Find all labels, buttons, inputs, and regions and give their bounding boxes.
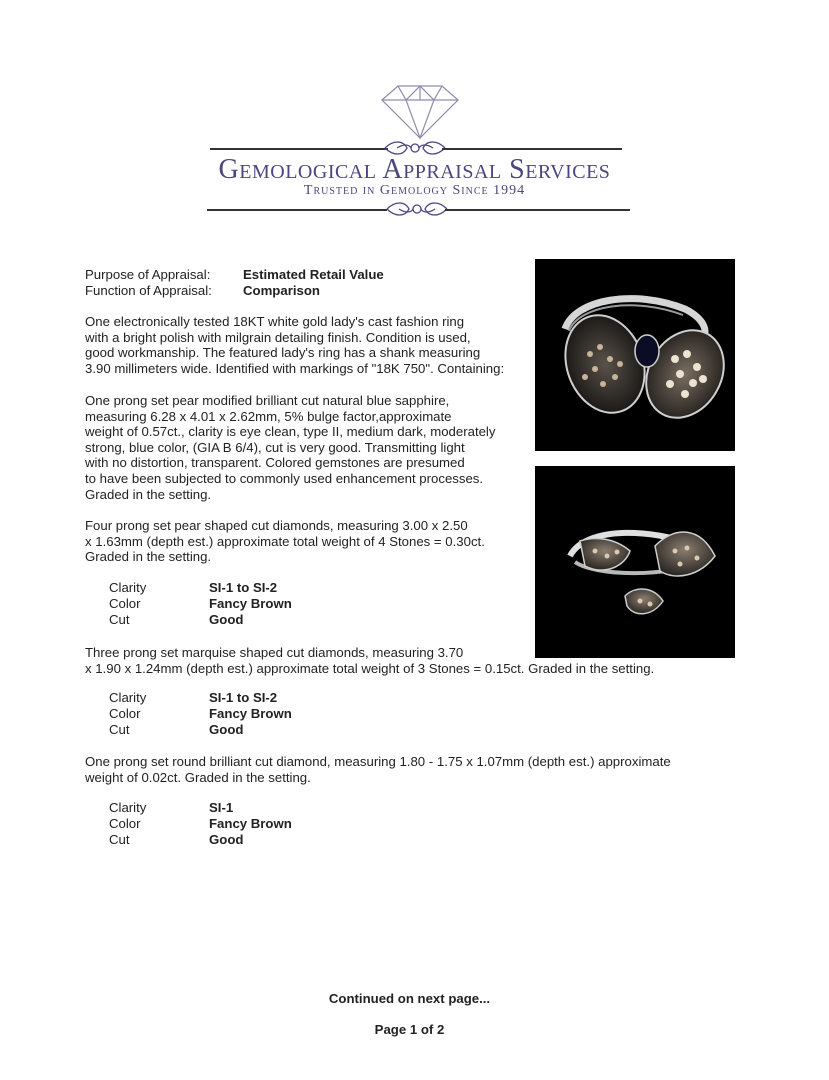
cut-label: Cut [109, 722, 130, 737]
round-diamond-description: One prong set round brilliant cut diamond, measuring 1.80 - 1.75 x 1.07mm (depth est.) approximate weight of 0.02ct. Graded in the setting. [85, 754, 671, 785]
page-number: Page 1 of 2 [374, 1022, 445, 1037]
continued-note: Continued on next page... [328, 991, 491, 1006]
cut-value: Good [209, 612, 244, 627]
color-label: Color [109, 706, 141, 721]
company-name: Gemological Appraisal Services [218, 154, 611, 185]
color-value: Fancy Brown [209, 706, 292, 721]
ring-description: One electronically tested 18KT white gold lady's cast fashion ring with a bright polish with milgrain detailing finish. Condition is used, good workmanship. The featured lady's ring has a shank measuring 3.90 millimeters wide. Identified with markings of "18K 750". Containing: [85, 314, 505, 376]
ring-photo-bottom [535, 466, 735, 658]
clarity-label: Clarity [109, 580, 147, 595]
marquise-diamonds-description: Three prong set marquise shaped cut diamonds, measuring 3.70 x 1.90 x 1.24mm (depth est.) approximate total weight of 3 Stones = 0.15ct. Graded in the setting. [85, 645, 655, 676]
function-label: Function of Appraisal: [85, 283, 212, 298]
clarity-value: SI-1 [209, 800, 234, 815]
color-value: Fancy Brown [209, 596, 292, 611]
clarity-value: SI-1 to SI-2 [209, 580, 278, 595]
pear-diamonds-description: Four prong set pear shaped cut diamonds, measuring 3.00 x 2.50 x 1.63mm (depth est.) approximate total weight of 4 Stones = 0.30ct. Graded in the setting. [85, 518, 485, 565]
header-bottom-rule-right [445, 209, 630, 211]
cut-label: Cut [109, 612, 130, 627]
grade-block-3 [109, 800, 409, 850]
color-label: Color [109, 816, 141, 831]
clarity-label: Clarity [109, 800, 147, 815]
grade-block-2 [109, 690, 409, 740]
purpose-label: Purpose of Appraisal: [85, 267, 211, 282]
ring-photo-top [535, 259, 735, 451]
cut-label: Cut [109, 832, 130, 847]
clarity-label: Clarity [109, 690, 147, 705]
color-value: Fancy Brown [209, 816, 292, 831]
function-value: Comparison [243, 283, 320, 298]
purpose-value: Estimated Retail Value [243, 267, 384, 282]
color-label: Color [109, 596, 141, 611]
header-bottom-rule-left [207, 209, 387, 211]
grade-block-1 [109, 580, 409, 630]
clarity-value: SI-1 to SI-2 [209, 690, 278, 705]
company-tagline: Trusted in Gemology Since 1994 [303, 183, 526, 198]
sapphire-description: One prong set pear modified brilliant cut natural blue sapphire, measuring 6.28 x 4.01 x 2.62mm, 5% bulge factor,approximate weight of 0.57ct., clarity is eye clean, type II, medium dark, moderately strong, blue color, (GIA B 6/4), cut is very good. Transmitting light with no distortion, transparent. Colored gemstones are presumed to have been subjected to commonly used enhancement processes. Graded in the setting. [85, 393, 496, 502]
cut-value: Good [209, 722, 244, 737]
header-top-rule-right [442, 148, 622, 150]
header-top-rule-left [210, 148, 388, 150]
flourish-ornament-icon [385, 199, 449, 219]
diamond-logo-icon [378, 82, 462, 140]
cut-value: Good [209, 832, 244, 847]
